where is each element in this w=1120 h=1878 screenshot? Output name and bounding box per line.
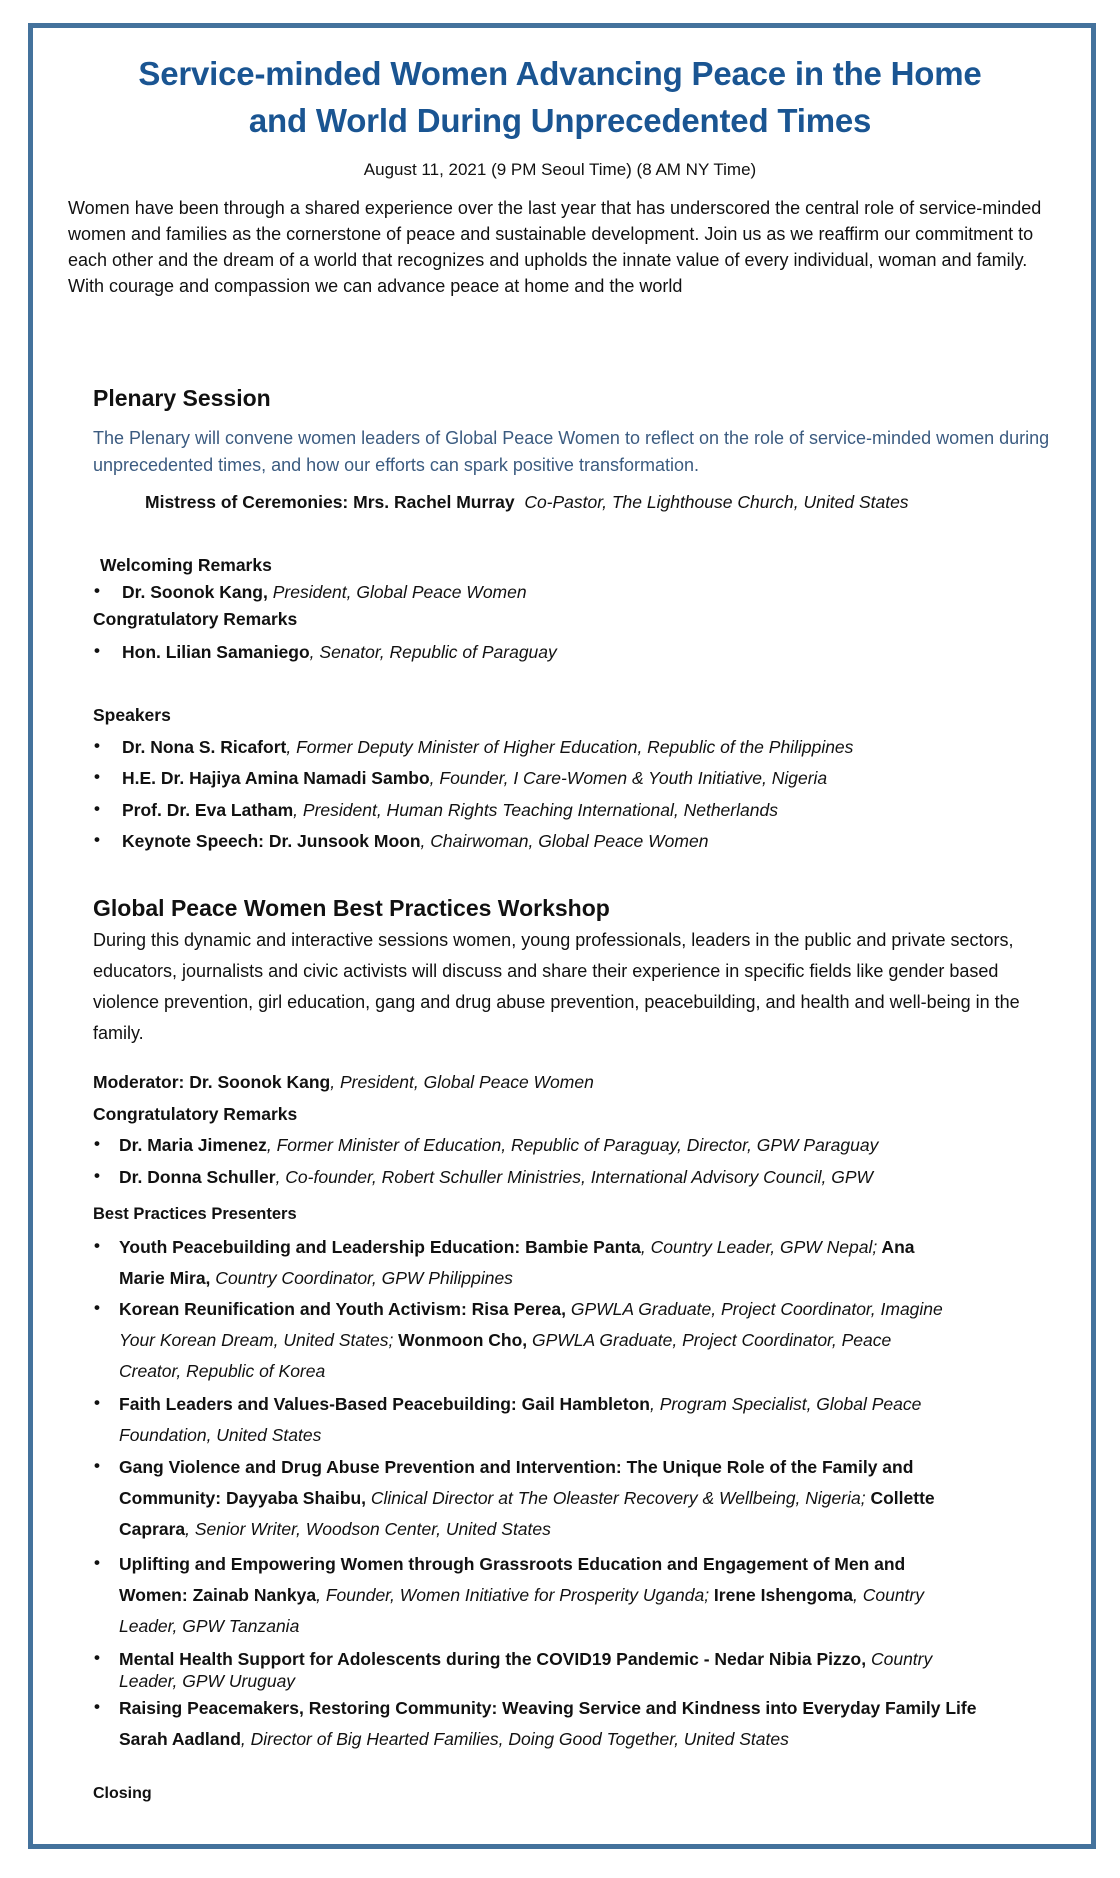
bullet-icon: • xyxy=(94,830,100,849)
presenter-item-cont: Foundation, United States xyxy=(119,1425,322,1445)
mistress-of-ceremonies xyxy=(145,492,909,513)
bullet-icon: • xyxy=(94,1697,100,1716)
workshop-description: During this dynamic and interactive sessions women, young professionals, leaders in the public and private sectors, educators, journalists and civic activists will discuss and share their experience in specific fields like gender based violence prevention, girl education, gang and drug abuse prevention, peacebuilding, and health and well-being in the family. xyxy=(93,930,1020,1043)
presenter-item: Mental Health Support for Adolescents during the COVID19 Pandemic - Nedar Nibia Pizzo, Country xyxy=(119,1649,933,1669)
event-date: August 11, 2021 (9 PM Seoul Time) (8 AM NY Time) xyxy=(363,160,757,179)
bullet-icon: • xyxy=(94,767,100,786)
workshop-heading: Global Peace Women Best Practices Workshop xyxy=(93,895,610,921)
presenter-item: Youth Peacebuilding and Leadership Education: Bambie Panta, Country Leader, GPW Nepal; Ana xyxy=(119,1237,915,1257)
bullet-icon: • xyxy=(94,1166,100,1185)
bullet-icon: • xyxy=(94,1648,100,1667)
page-title-line-1: Service-minded Women Advancing Peace in the Home xyxy=(138,55,982,92)
mc-name: Mistress of Ceremonies: Mrs. Rachel Murray xyxy=(145,492,515,512)
page-title-line-2: and World During Unprecedented Times xyxy=(248,102,872,139)
presenters-label: Best Practices Presenters xyxy=(93,1205,297,1223)
presenter-item-cont: Sarah Aadland, Director of Big Hearted Families, Doing Good Together, United States xyxy=(119,1729,789,1749)
presenter-item: Raising Peacemakers, Restoring Community: Weaving Service and Kindness into Everyday Family Life xyxy=(119,1698,977,1718)
congratulatory-item: Dr. Donna Schuller, Co-founder, Robert Schuller Ministries, International Advisory Council, GPW xyxy=(119,1167,874,1187)
bullet-icon: • xyxy=(94,1553,100,1572)
presenter-item-cont: Marie Mira, Country Coordinator, GPW Philippines xyxy=(119,1268,513,1288)
welcoming-remarks-label: Welcoming Remarks xyxy=(100,555,272,575)
closing-label: Closing xyxy=(93,1785,152,1802)
congratulatory-item: Dr. Maria Jimenez, Former Minister of Education, Republic of Paraguay, Director, GPW Paraguay xyxy=(119,1135,879,1155)
presenter-item-cont: Your Korean Dream, United States; Wonmoon Cho, GPWLA Graduate, Project Coordinator, Peace xyxy=(119,1330,892,1350)
speaker-item: H.E. Dr. Hajiya Amina Namadi Sambo, Founder, I Care-Women & Youth Initiative, Nigeria xyxy=(122,768,828,788)
bullet-icon: • xyxy=(94,641,100,660)
plenary-description: The Plenary will convene women leaders of Global Peace Women to reflect on the role of service-minded women during unprecedented times, and how our efforts can spark positive transformation. xyxy=(93,428,1050,475)
bullet-icon: • xyxy=(94,736,100,755)
moderator: Moderator: Dr. Soonok Kang, President, Global Peace Women xyxy=(93,1072,594,1092)
bullet-icon: • xyxy=(94,1393,100,1412)
speaker-item: Prof. Dr. Eva Latham, President, Human Rights Teaching International, Netherlands xyxy=(122,800,778,820)
bullet-icon: • xyxy=(94,799,100,818)
bullet-icon: • xyxy=(94,1236,100,1255)
presenter-item: Faith Leaders and Values-Based Peacebuilding: Gail Hambleton, Program Specialist, Global Peace xyxy=(119,1394,922,1414)
bullet-icon: • xyxy=(94,581,100,600)
presenter-item-cont: Community: Dayyaba Shaibu, Clinical Director at The Oleaster Recovery & Wellbeing, Nigeria; Collette xyxy=(119,1488,935,1508)
mc-role: Co-Pastor, The Lighthouse Church, United States xyxy=(524,492,909,512)
presenter-item-cont: Caprara, Senior Writer, Woodson Center, United States xyxy=(119,1519,551,1539)
congratulatory-remarks-label: Congratulatory Remarks xyxy=(93,609,298,629)
bullet-icon: • xyxy=(94,1456,100,1475)
presenter-item-cont: Leader, GPW Uruguay xyxy=(119,1671,296,1691)
speaker-item: Keynote Speech: Dr. Junsook Moon, Chairwoman, Global Peace Women xyxy=(122,831,709,851)
presenter-item-cont: Creator, Republic of Korea xyxy=(119,1361,326,1381)
congratulatory-speaker: Hon. Lilian Samaniego, Senator, Republic of Paraguay xyxy=(122,642,557,662)
presenter-item: Uplifting and Empowering Women through Grassroots Education and Engagement of Men and xyxy=(119,1554,906,1574)
presenter-item: Korean Reunification and Youth Activism: Risa Perea, GPWLA Graduate, Project Coordinator, Imagine xyxy=(119,1299,943,1319)
presenter-item-cont: Women: Zainab Nankya, Founder, Women Initiative for Prosperity Uganda; Irene Ishengoma, Country xyxy=(119,1585,924,1605)
workshop-congratulatory-label: Congratulatory Remarks xyxy=(93,1104,298,1124)
presenter-item-cont: Leader, GPW Tanzania xyxy=(119,1616,300,1636)
speaker-item: Dr. Nona S. Ricafort, Former Deputy Minister of Higher Education, Republic of the Philippines xyxy=(122,737,854,757)
welcoming-speaker: Dr. Soonok Kang, President, Global Peace Women xyxy=(122,582,527,602)
presenter-item: Gang Violence and Drug Abuse Prevention and Intervention: The Unique Role of the Family and xyxy=(119,1457,914,1477)
bullet-icon: • xyxy=(94,1298,100,1317)
plenary-heading: Plenary Session xyxy=(93,385,271,411)
intro-paragraph: Women have been through a shared experience over the last year that has underscored the central role of service-minded women and families as the cornerstone of peace and sustainable development. Join us as we reaffirm our commitment to each other and the dream of a world that recognizes and upholds the innate value of every individual, woman and family. With courage and compassion we can advance peace at home and the world xyxy=(68,198,1042,296)
speakers-label: Speakers xyxy=(93,705,171,725)
bullet-icon: • xyxy=(94,1134,100,1153)
